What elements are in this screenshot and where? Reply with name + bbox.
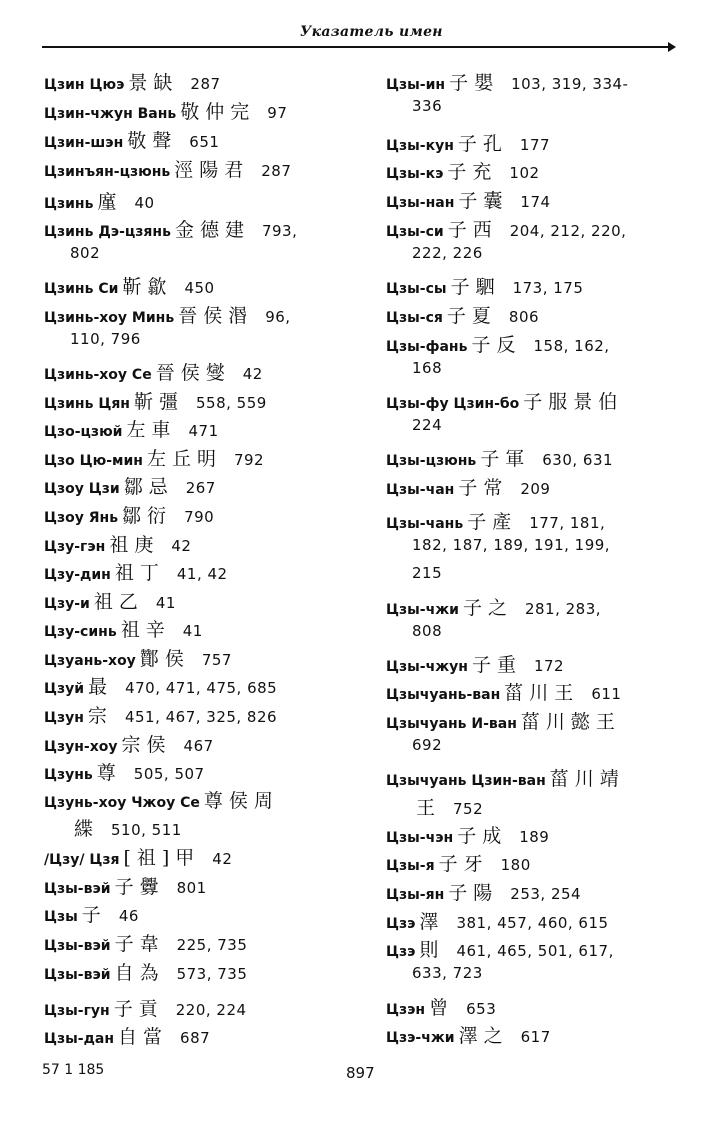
entry-pages: 110, 796 bbox=[70, 330, 141, 348]
entry-characters: 酇侯 bbox=[139, 648, 190, 670]
entry-pages: 287 bbox=[261, 162, 292, 180]
entry-characters: 子囊 bbox=[458, 190, 509, 212]
entry-characters: 子之 bbox=[462, 597, 513, 619]
entry-characters: 子夏 bbox=[446, 305, 497, 327]
index-entry bbox=[44, 929, 247, 956]
entry-pages: 209 bbox=[520, 480, 551, 498]
entry-pages: 177, 181, bbox=[529, 514, 606, 532]
entry-pages: 204, 212, 220, bbox=[509, 222, 627, 240]
index-entry bbox=[44, 272, 215, 299]
index-entry bbox=[412, 97, 442, 115]
entry-name: Цзин Цюэ bbox=[44, 77, 125, 93]
entry-characters: 敬聲 bbox=[127, 130, 178, 152]
index-entry bbox=[412, 359, 442, 377]
index-entry bbox=[386, 593, 601, 620]
entry-name: Цзэ-чжи bbox=[386, 1030, 455, 1046]
index-entry bbox=[386, 157, 540, 184]
entry-pages: 336 bbox=[412, 97, 443, 115]
index-entry bbox=[412, 793, 483, 820]
entry-name: Цзы-нан bbox=[386, 195, 455, 211]
index-entry bbox=[44, 843, 232, 870]
entry-pages: 267 bbox=[185, 479, 216, 497]
index-entry bbox=[44, 900, 139, 927]
index-entry bbox=[386, 935, 614, 962]
index-entry bbox=[386, 650, 564, 677]
entry-pages: 558, 559 bbox=[196, 394, 267, 412]
entry-pages: 180 bbox=[500, 856, 531, 874]
entry-name: Цзун bbox=[44, 710, 84, 726]
index-entry bbox=[44, 472, 216, 499]
entry-characters: 自當 bbox=[118, 1026, 169, 1048]
entry-name: Цзы-ян bbox=[386, 887, 445, 903]
entry-characters: 則 bbox=[419, 939, 445, 961]
entry-name: Цзинъян-цзюнь bbox=[44, 164, 171, 180]
entry-characters: 曾 bbox=[429, 997, 455, 1019]
entry-name: Цзы-сы bbox=[386, 281, 447, 297]
index-entry bbox=[44, 730, 214, 757]
entry-characters: 宗侯 bbox=[121, 734, 172, 756]
entry-pages: 505, 507 bbox=[133, 765, 205, 783]
entry-name: Цзинь-хоу Минь bbox=[44, 310, 175, 326]
entry-pages: 177 bbox=[519, 136, 551, 154]
entry-characters: 晉侯湣 bbox=[178, 305, 254, 327]
header-rule-arrowhead bbox=[668, 42, 676, 52]
entry-characters: 涇陽君 bbox=[174, 159, 250, 181]
entry-name: Цзы-фань bbox=[386, 339, 468, 355]
entry-pages: 225, 735 bbox=[176, 936, 248, 954]
entry-name: Цзычуань-ван bbox=[386, 687, 501, 703]
entry-pages: 633, 723 bbox=[412, 964, 483, 982]
entry-name: Цзэ bbox=[386, 944, 416, 960]
entry-name: Цзэн bbox=[386, 1002, 426, 1018]
entry-name: Цзы-си bbox=[386, 224, 444, 240]
entry-characters: 澤之 bbox=[458, 1025, 509, 1047]
entry-name: Цзин-чжун Вань bbox=[44, 106, 177, 122]
entry-name: Цзуань-хоу bbox=[44, 653, 136, 669]
printer-signature: 57 1 185 bbox=[42, 1062, 105, 1078]
entry-characters: 自為 bbox=[114, 962, 165, 984]
entry-pages: 41 bbox=[182, 622, 203, 640]
entry-pages: 752 bbox=[453, 800, 484, 818]
entry-pages: 41, 42 bbox=[176, 565, 228, 583]
index-entry bbox=[44, 958, 247, 985]
index-entry bbox=[386, 1021, 551, 1048]
header-rule bbox=[42, 46, 672, 48]
index-entry bbox=[412, 416, 442, 434]
entry-characters: 澤 bbox=[419, 911, 445, 933]
index-entry bbox=[386, 678, 621, 705]
entry-name: Цзы bbox=[44, 909, 78, 925]
index-entry bbox=[70, 244, 100, 262]
index-entry bbox=[386, 507, 605, 534]
entry-characters: 晉侯燮 bbox=[155, 362, 231, 384]
entry-characters: 祖乙 bbox=[93, 591, 144, 613]
entry-pages: 611 bbox=[591, 685, 622, 703]
entry-name: Цзы-гун bbox=[44, 1003, 110, 1019]
index-entry bbox=[44, 872, 207, 899]
entry-name: Цзоу Янь bbox=[44, 510, 119, 526]
entry-pages: 222, 226 bbox=[412, 244, 483, 262]
entry-pages: 471 bbox=[188, 422, 219, 440]
entry-pages: 97 bbox=[267, 104, 288, 122]
entry-pages: 102 bbox=[509, 164, 540, 182]
entry-name: Цзы-кун bbox=[386, 138, 454, 154]
entry-pages: 96, bbox=[265, 308, 291, 326]
index-entry bbox=[70, 330, 141, 348]
entry-characters: 菑川王 bbox=[504, 682, 580, 704]
entry-pages: 172 bbox=[533, 657, 565, 675]
entry-pages: 42 bbox=[171, 537, 192, 555]
entry-name: Цзинь bbox=[44, 196, 94, 212]
entry-pages: 174 bbox=[520, 193, 551, 211]
entry-pages: 806 bbox=[508, 308, 540, 326]
entry-pages: 467 bbox=[183, 737, 214, 755]
index-entry bbox=[44, 501, 214, 528]
entry-pages: 189 bbox=[519, 828, 550, 846]
index-entry bbox=[386, 849, 531, 876]
entry-pages: 253, 254 bbox=[510, 885, 582, 903]
entry-characters: 靳彊 bbox=[133, 391, 184, 413]
index-entry bbox=[386, 387, 627, 414]
entry-characters: 子反 bbox=[471, 334, 522, 356]
entry-characters: 金德建 bbox=[174, 219, 250, 241]
entry-characters: 子成 bbox=[457, 825, 508, 847]
entry-characters: 菑川靖 bbox=[549, 768, 625, 790]
entry-characters: 靳歙 bbox=[122, 276, 173, 298]
index-entry bbox=[386, 993, 496, 1020]
entry-pages: 792 bbox=[233, 451, 265, 469]
index-entry bbox=[386, 215, 626, 242]
entry-characters: 子 bbox=[81, 904, 107, 926]
index-entry bbox=[44, 187, 155, 214]
entry-characters: 子充 bbox=[447, 161, 498, 183]
entry-name: Цзычуань И-ван bbox=[386, 716, 517, 732]
index-entry bbox=[386, 444, 613, 471]
entry-name: Цзинь Цян bbox=[44, 396, 130, 412]
entry-pages: 224 bbox=[412, 416, 443, 434]
entry-pages: 450 bbox=[184, 279, 215, 297]
entry-pages: 451, 467, 325, 826 bbox=[124, 708, 278, 726]
entry-characters: 尊 bbox=[96, 762, 122, 784]
entry-characters: 鄒忌 bbox=[123, 476, 174, 498]
entry-name: Цзин-шэн bbox=[44, 135, 124, 151]
index-entry bbox=[44, 215, 297, 242]
entry-name: Цзун-хоу bbox=[44, 739, 118, 755]
entry-pages: 573, 735 bbox=[176, 965, 248, 983]
entry-characters: 子牙 bbox=[438, 853, 489, 875]
entry-name: Цзы-чань bbox=[386, 516, 464, 532]
entry-characters: 子產 bbox=[467, 511, 518, 533]
index-entry bbox=[70, 814, 182, 841]
entry-name: Цзы-чжун bbox=[386, 659, 468, 675]
index-entry bbox=[44, 587, 176, 614]
entry-characters: 子釁 bbox=[114, 876, 165, 898]
entry-name: /Цзу/ Цзя bbox=[44, 852, 120, 868]
entry-pages: 653 bbox=[466, 1000, 497, 1018]
entry-pages: 220, 224 bbox=[175, 1001, 247, 1019]
entry-pages: 687 bbox=[180, 1029, 211, 1047]
entry-name: Цзоу Цзи bbox=[44, 481, 120, 497]
index-entry bbox=[386, 330, 610, 357]
index-entry bbox=[44, 155, 291, 182]
index-entry bbox=[44, 444, 264, 471]
index-entry bbox=[386, 473, 550, 500]
entry-name: Цзу-гэн bbox=[44, 539, 106, 555]
entry-characters: 菑川懿王 bbox=[520, 711, 621, 733]
index-entry bbox=[386, 186, 551, 213]
entry-name: Цзы-чжи bbox=[386, 602, 459, 618]
entry-pages: 173, 175 bbox=[512, 279, 584, 297]
entry-pages: 692 bbox=[412, 736, 443, 754]
entry-pages: 757 bbox=[201, 651, 232, 669]
entry-name: Цзы-я bbox=[386, 858, 435, 874]
entry-characters: 景缺 bbox=[128, 72, 179, 94]
entry-name: Цзы-цзюнь bbox=[386, 453, 477, 469]
entry-pages: 617 bbox=[520, 1028, 551, 1046]
entry-name: Цзы-дан bbox=[44, 1031, 115, 1047]
index-entry bbox=[412, 244, 483, 262]
entry-pages: 461, 465, 501, 617, bbox=[456, 942, 614, 960]
entry-characters: 子陽 bbox=[448, 882, 499, 904]
index-entry bbox=[44, 68, 221, 95]
index-entry bbox=[44, 530, 191, 557]
index-entry bbox=[412, 622, 442, 640]
entry-pages: 510, 511 bbox=[111, 821, 182, 839]
entry-characters: 子服景伯 bbox=[523, 391, 624, 413]
index-entry bbox=[386, 301, 539, 328]
index-entry bbox=[44, 758, 205, 785]
entry-pages: 41 bbox=[155, 594, 176, 612]
entry-name: Цзы-кэ bbox=[386, 166, 444, 182]
entry-characters: 子軍 bbox=[480, 448, 531, 470]
entry-name: Цзинь-хоу Се bbox=[44, 367, 152, 383]
page-number: 897 bbox=[346, 1064, 375, 1082]
index-entry bbox=[44, 558, 228, 585]
entry-name: Цзэ bbox=[386, 916, 416, 932]
entry-name: Цзо Цю-мин bbox=[44, 453, 143, 469]
entry-characters: 子常 bbox=[458, 477, 509, 499]
index-entry bbox=[44, 701, 277, 728]
entry-name: Цзу-дин bbox=[44, 567, 111, 583]
entry-pages: 793, bbox=[261, 222, 298, 240]
index-entry bbox=[386, 129, 550, 156]
index-entry bbox=[44, 97, 287, 124]
entry-name: Цзы-вэй bbox=[44, 967, 111, 983]
index-entry bbox=[412, 536, 610, 554]
entry-characters: 尊侯周 bbox=[203, 790, 279, 812]
entry-characters: 祖庚 bbox=[109, 534, 160, 556]
index-entry bbox=[44, 1022, 210, 1049]
entry-pages: 168 bbox=[412, 359, 443, 377]
entry-characters: 子重 bbox=[471, 654, 522, 676]
entry-pages: 42 bbox=[242, 365, 263, 383]
entry-name: Цзо-цзюй bbox=[44, 424, 123, 440]
index-entry bbox=[44, 387, 267, 414]
entry-pages: 103, 319, 334- bbox=[511, 75, 629, 93]
index-entry bbox=[412, 964, 483, 982]
index-entry bbox=[44, 672, 277, 699]
entry-characters: 鄒衍 bbox=[122, 505, 173, 527]
entry-characters: 最 bbox=[88, 676, 114, 698]
running-header bbox=[0, 0, 718, 56]
entry-name: Цзинь Дэ-цзянь bbox=[44, 224, 171, 240]
entry-name: Цзы-чэн bbox=[386, 830, 454, 846]
entry-pages: 42 bbox=[212, 850, 233, 868]
entry-characters: 廑 bbox=[97, 191, 123, 213]
entry-characters: 子貢 bbox=[113, 998, 164, 1020]
entry-characters: 祖丁 bbox=[114, 562, 165, 584]
running-header-title: Указатель имен bbox=[300, 24, 443, 40]
index-entry bbox=[44, 644, 232, 671]
entry-characters: 子韋 bbox=[114, 933, 165, 955]
entry-name: Цзы-ся bbox=[386, 310, 443, 326]
entry-name: Цзы-вэй bbox=[44, 938, 111, 954]
entry-pages: 470, 471, 475, 685 bbox=[125, 679, 278, 697]
entry-pages: 287 bbox=[190, 75, 221, 93]
index-entry bbox=[412, 564, 442, 582]
entry-pages: 40 bbox=[134, 194, 155, 212]
entry-pages: 790 bbox=[184, 508, 215, 526]
entry-name: Цзы-ин bbox=[386, 77, 446, 93]
entry-pages: 651 bbox=[189, 133, 220, 151]
entry-pages: 801 bbox=[176, 879, 207, 897]
entry-pages: 630, 631 bbox=[542, 451, 614, 469]
entry-characters: 宗 bbox=[87, 705, 113, 727]
index-entry bbox=[386, 907, 609, 934]
entry-characters: 緤 bbox=[74, 818, 100, 840]
entry-name: Цзы-чан bbox=[386, 482, 455, 498]
entry-name: Цзунь bbox=[44, 767, 93, 783]
entry-characters: 王 bbox=[416, 797, 442, 819]
entry-characters: 子西 bbox=[447, 219, 498, 241]
entry-name: Цзы-фу Цзин-бо bbox=[386, 396, 520, 412]
entry-characters: 左車 bbox=[126, 419, 177, 441]
entry-pages: 215 bbox=[412, 564, 443, 582]
index-entry bbox=[44, 358, 263, 385]
entry-characters: 子孔 bbox=[457, 133, 508, 155]
entry-characters: 祖辛 bbox=[120, 619, 171, 641]
index-entry bbox=[44, 994, 247, 1021]
entry-characters: [祖]甲 bbox=[123, 847, 201, 869]
entry-name: Цзунь-хоу Чжоу Се bbox=[44, 795, 200, 811]
entry-name: Цзу-синь bbox=[44, 624, 117, 640]
index-entry bbox=[386, 68, 628, 95]
index-entry bbox=[44, 126, 219, 153]
index-entry bbox=[386, 707, 625, 734]
entry-characters: 左丘明 bbox=[146, 448, 222, 470]
entry-pages: 381, 457, 460, 615 bbox=[456, 914, 609, 932]
index-entry bbox=[44, 615, 203, 642]
entry-name: Цзы-вэй bbox=[44, 881, 111, 897]
index-entry bbox=[44, 415, 219, 442]
entry-pages: 281, 283, bbox=[524, 600, 602, 618]
entry-pages: 182, 187, 189, 191, 199, bbox=[412, 536, 611, 554]
entry-name: Цзу-и bbox=[44, 596, 90, 612]
entry-name: Цзычуань Цзин-ван bbox=[386, 773, 546, 789]
entry-characters: 敬仲完 bbox=[180, 101, 256, 123]
entry-pages: 158, 162, bbox=[533, 337, 610, 355]
entry-pages: 802 bbox=[70, 244, 101, 262]
index-entry bbox=[412, 736, 442, 754]
index-entry bbox=[44, 301, 291, 328]
entry-name: Цзуй bbox=[44, 681, 85, 697]
entry-pages: 808 bbox=[412, 622, 443, 640]
index-entry bbox=[386, 878, 581, 905]
index-entry bbox=[44, 786, 283, 813]
entry-name: Цзинь Си bbox=[44, 281, 119, 297]
entry-characters: 子嬰 bbox=[449, 72, 500, 94]
index-entry bbox=[386, 764, 629, 791]
index-entry bbox=[386, 821, 549, 848]
entry-characters: 子駟 bbox=[450, 276, 501, 298]
index-entry bbox=[386, 272, 583, 299]
entry-pages: 46 bbox=[118, 907, 139, 925]
